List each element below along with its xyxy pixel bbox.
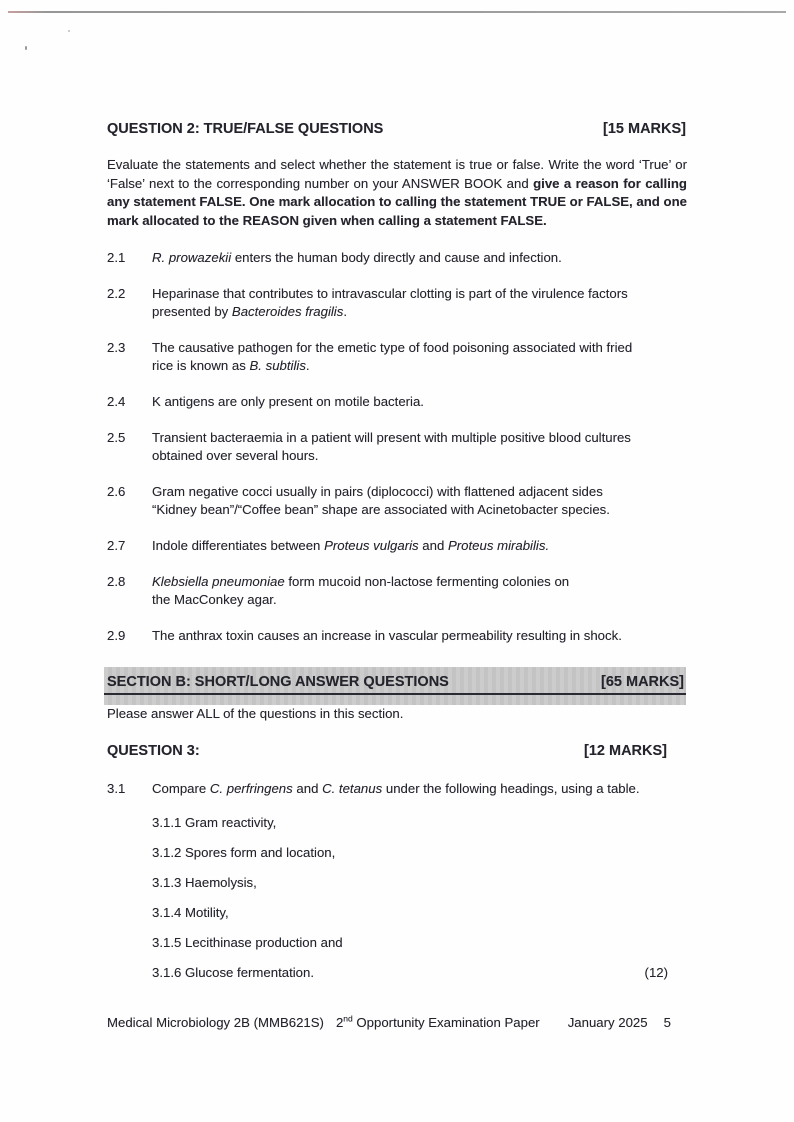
statement-text [152, 285, 686, 322]
subitem-text: Gram reactivity, [185, 815, 277, 830]
text-segment: rice is known as [152, 358, 250, 374]
subitem-text: Glucose fermentation. [185, 964, 315, 980]
scan-top-rule [8, 11, 786, 13]
text-segment: Klebsiella pneumoniae [152, 573, 285, 589]
text-segment: The anthrax toxin causes an increase in vascular permeability resulting in shock. [152, 627, 622, 643]
statement-number: 2.1 [107, 250, 126, 265]
footer-paper-ordinal: nd [343, 1013, 353, 1024]
subitem-number: 3.1.1 [152, 815, 182, 830]
statement-row [107, 573, 686, 610]
statement-number: 2.9 [107, 627, 126, 643]
subitem-number: 3.1.2 [152, 844, 182, 860]
text-segment: Proteus vulgaris [324, 537, 419, 553]
text-segment: C. perfringens [209, 781, 293, 796]
statement-number: 2.7 [107, 537, 126, 553]
subitem-row [152, 814, 668, 833]
sectionB-note: Please answer ALL of the questions in this section. [107, 706, 404, 721]
question2-marks: [15 MARKS] [603, 121, 686, 137]
question3-title: QUESTION 3: [107, 743, 200, 759]
subitem-text: Motility, [185, 904, 229, 920]
scan-artifact [68, 30, 70, 32]
subitem-marks: (12) [644, 964, 668, 980]
subitem-text: Lecithinase production and [185, 934, 343, 950]
statement-number: 2.6 [107, 483, 126, 499]
text-segment: Indole differentiates between [152, 537, 325, 553]
sectionB-title-row [104, 667, 686, 695]
item-text [152, 780, 686, 799]
subitem-text: Haemolysis, [185, 874, 257, 890]
text-segment: enters the human body directly and cause and infection. [231, 250, 562, 265]
text-segment: B. subtilis [249, 358, 306, 374]
statement-number: 2.5 [107, 429, 126, 445]
statement-text [152, 393, 686, 412]
statement-text [152, 249, 686, 268]
text-segment: The causative pathogen for the emetic type of food poisoning associated with fried [152, 339, 633, 355]
statement-text [152, 627, 686, 646]
text-segment: “Kidney bean”/“Coffee bean” shape are associated with Acinetobacter species. [152, 502, 610, 518]
statement-row [107, 429, 686, 466]
footer-page-number: 5 [663, 1015, 671, 1030]
sectionB-banner [104, 667, 686, 705]
page-footer [107, 1014, 687, 1033]
subitem-row [152, 844, 668, 863]
subitem-text: Spores form and location, [185, 844, 336, 860]
text-segment: Proteus mirabilis. [447, 537, 550, 553]
text-segment: Transient bacteraemia in a patient will present with multiple positive blood cultures [152, 429, 631, 445]
footer-paper-number: 2 [335, 1015, 344, 1030]
text-segment: obtained over several hours. [152, 448, 319, 464]
question2-statement-list [107, 249, 686, 662]
text-segment: . [343, 304, 348, 320]
subitem-number: 3.1.3 [152, 874, 182, 890]
question3-marks: [12 MARKS] [584, 743, 667, 759]
statement-number: 2.4 [107, 393, 126, 409]
statement-text [152, 429, 686, 466]
text-segment: R. prowazekii [152, 250, 232, 265]
text-segment: C. tetanus [322, 781, 383, 796]
instructions-bold-text: give a reason for calling any statement FALSE. One mark allocation to calling the statement TRUE or FALSE, and one mark allocated to the REASON given when calling a statement FALSE. [107, 175, 687, 228]
statement-row [107, 339, 686, 376]
statement-row [107, 285, 686, 322]
item-number: 3.1 [107, 781, 126, 796]
text-segment: and [292, 781, 323, 796]
text-segment: . [305, 358, 310, 374]
instructions-regular-text: Evaluate the statements and select whether the statement is true or false. Write the word ‘True’ or ‘False’ next to the corresponding number on your ANSWER BOOK and [107, 157, 687, 191]
statement-text [152, 483, 686, 520]
statement-row [107, 537, 686, 556]
question2-title: QUESTION 2: TRUE/FALSE QUESTIONS [107, 121, 384, 137]
text-segment: Gram negative cocci usually in pairs (diplococci) with flattened adjacent sides [152, 483, 603, 499]
text-segment: under the following headings, using a table. [382, 781, 640, 796]
text-segment: the MacConkey agar. [152, 592, 277, 608]
text-segment: and [418, 537, 448, 553]
footer-paper-rest: Opportunity Examination Paper [352, 1015, 540, 1030]
subitem-number: 3.1.5 [152, 934, 182, 950]
footer-paper-title [336, 1014, 540, 1033]
text-segment: Bacteroides fragilis [231, 304, 344, 320]
subitem-number: 3.1.6 [152, 964, 182, 980]
question3-item-3-1 [107, 780, 686, 799]
subitem-number: 3.1.4 [152, 904, 182, 920]
scan-artifact [25, 46, 27, 50]
statement-number: 2.3 [107, 339, 126, 355]
statement-row [107, 627, 686, 646]
statement-row [107, 483, 686, 520]
text-segment: presented by [152, 304, 232, 320]
subitem-row [152, 964, 668, 983]
question3-subitem-list [152, 814, 668, 994]
text-segment: Heparinase that contributes to intravascular clotting is part of the virulence factors [152, 285, 628, 301]
subitem-row [152, 904, 668, 923]
question2-instructions [107, 156, 687, 230]
statement-number: 2.2 [107, 285, 126, 301]
statement-text [152, 573, 686, 610]
statement-text [152, 537, 686, 556]
text-segment: K antigens are only present on motile bacteria. [152, 393, 424, 409]
footer-date: January 2025 [567, 1015, 648, 1030]
text-segment: form mucoid non-lactose fermenting colonies on [284, 573, 570, 589]
statement-text [152, 339, 686, 376]
statement-number: 2.8 [107, 573, 126, 589]
sectionB-title: SECTION B: SHORT/LONG ANSWER QUESTIONS [107, 674, 449, 691]
subitem-row [152, 934, 668, 953]
sectionB-marks: [65 MARKS] [601, 674, 684, 691]
text-segment: Compare [152, 781, 210, 796]
question2-heading [107, 120, 686, 139]
statement-row [107, 393, 686, 412]
footer-course: Medical Microbiology 2B (MMB621S) [107, 1015, 324, 1030]
question3-heading [107, 742, 667, 761]
subitem-row [152, 874, 668, 893]
statement-row [107, 249, 686, 268]
